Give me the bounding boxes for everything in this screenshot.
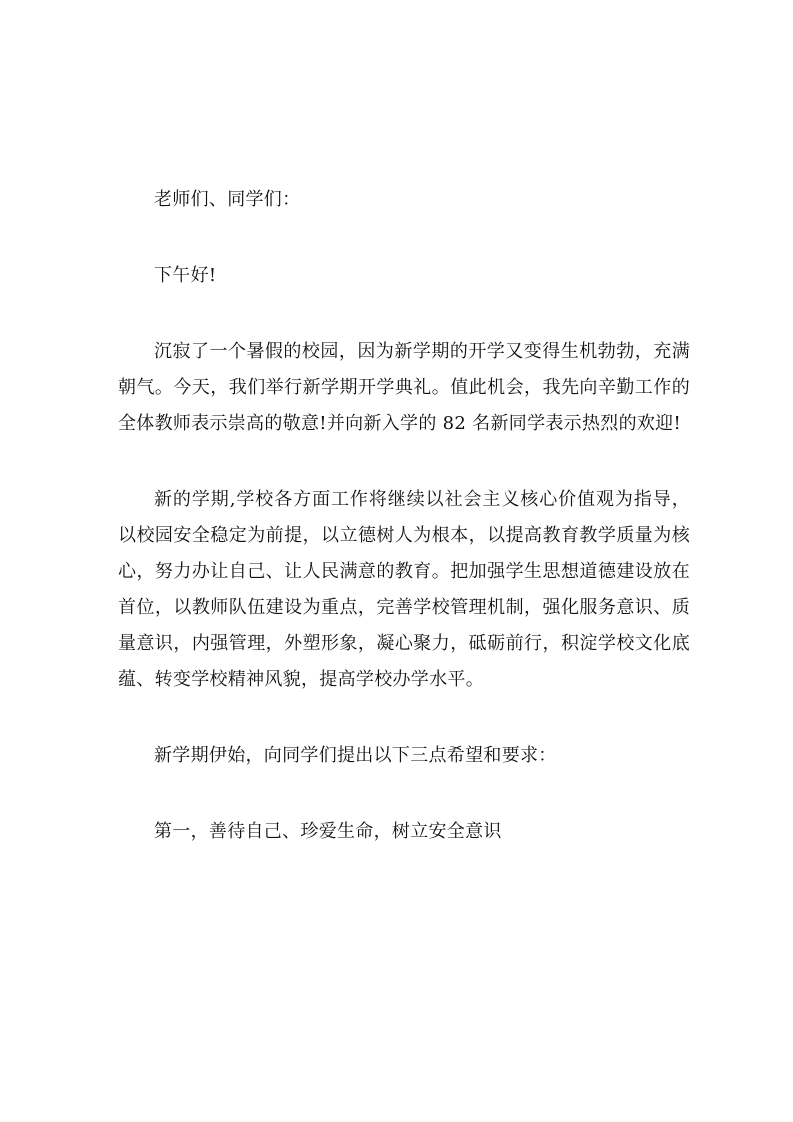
greeting: 下午好! <box>154 265 217 286</box>
paragraph-opening: 沉寂了一个暑假的校园，因为新学期的开学又变得生机勃勃，充满朝气。今天，我们举行新学期开学典礼。值此机会，我先向辛勤工作的全体教师表示崇高的敬意!并向新入学的 82 名新同学表示热烈的欢迎! <box>118 341 690 434</box>
paragraph-semester-work: 新的学期,学校各方面工作将继续以社会主义核心价值观为指导，以校园安全稳定为前提，以立德树人为根本，以提高教育教学质量为核心，努力办让自己、让人民满意的教育。把加强学生思想道德建设放在首位，以教师队伍建设为重点，完善学校管理机制，强化服务意识、质量意识，内强管理，外塑形象，凝心聚力，砥砺前行，积淀学校文化底蕴、转变学校精神风貌，提高学校办学水平。 <box>118 489 690 690</box>
salutation: 老师们、同学们： <box>154 189 301 210</box>
document-body <box>118 182 690 890</box>
paragraph-first-point: 第一，善待自己、珍爱生命，树立安全意识 <box>154 821 502 842</box>
paragraph-requirements-intro: 新学期伊始，向同学们提出以下三点希望和要求： <box>154 745 557 766</box>
